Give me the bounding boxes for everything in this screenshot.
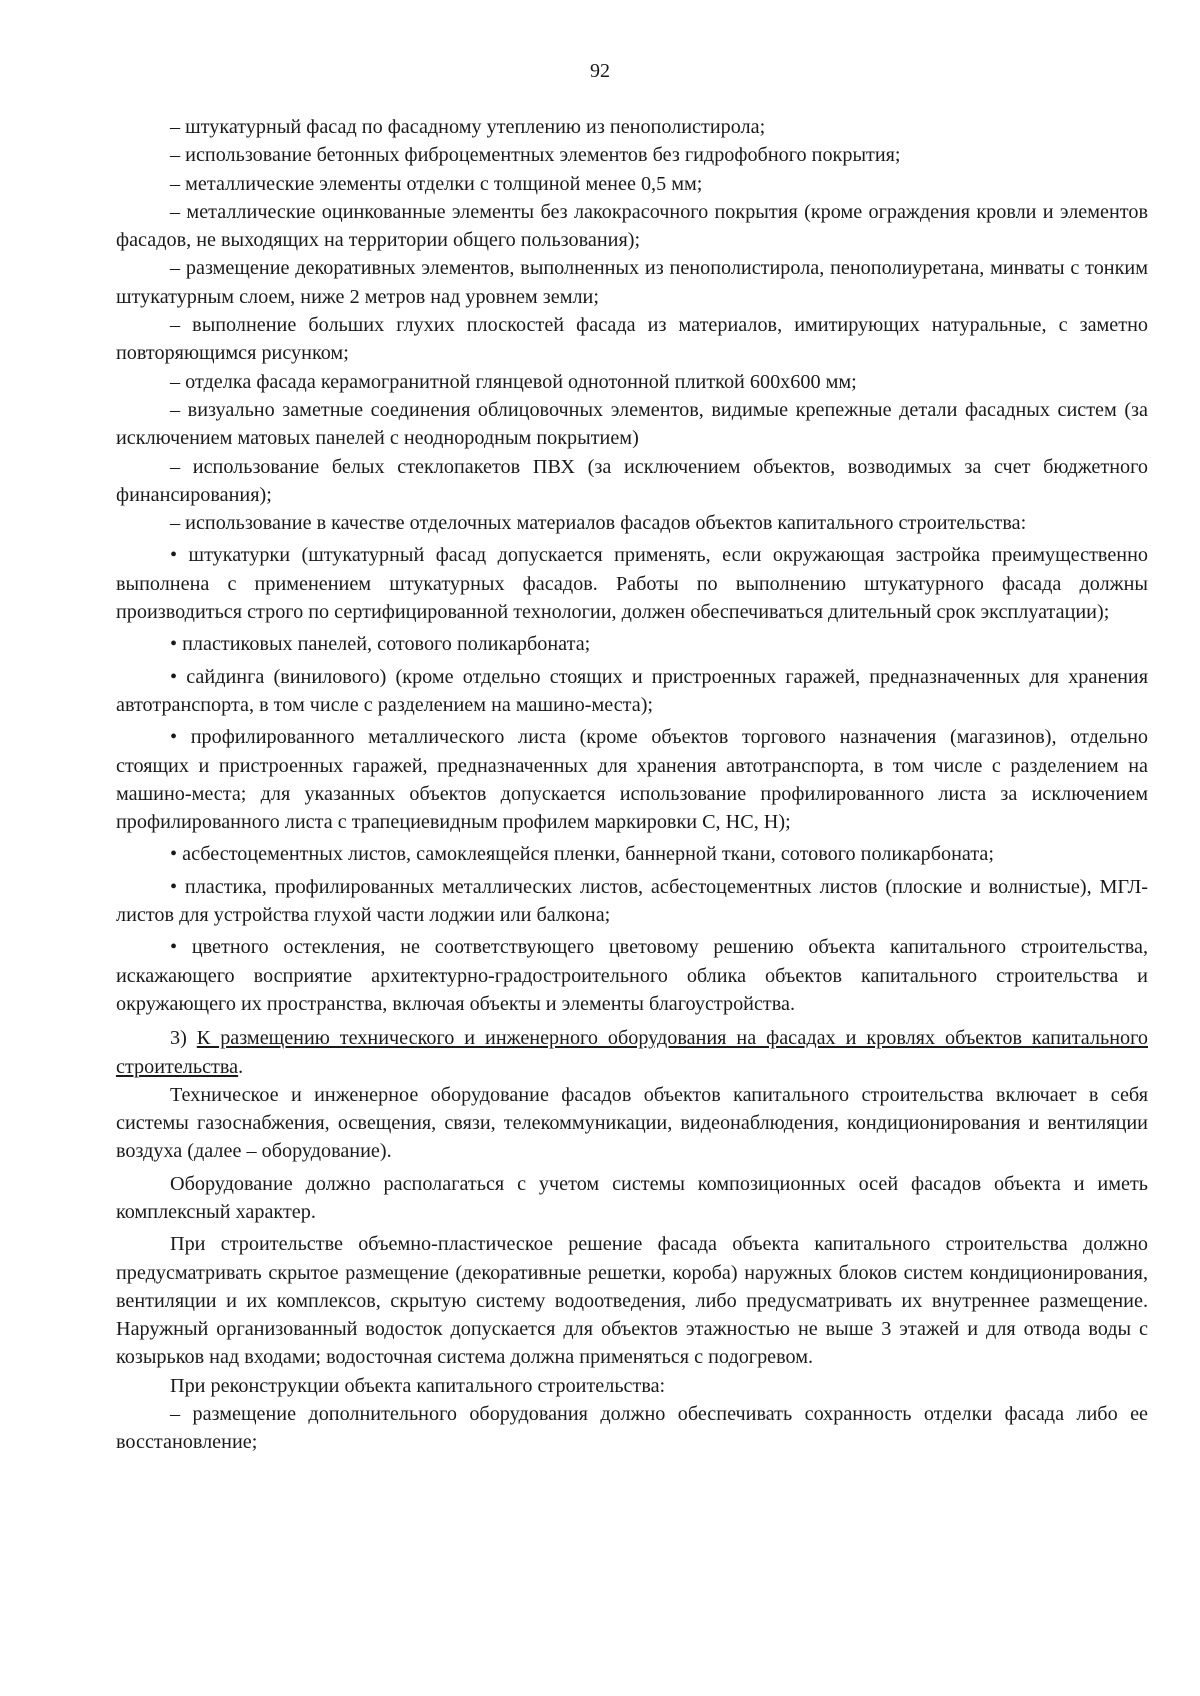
bullet-item: • цветного остекления, не соответствующего цветовому решению объекта капитального строительства, искажающего восприятие архитектурно-градостроительного облика объектов капитального строительства и окружающего их пространства, включая объекты и элементы благоустройства. (116, 936, 1148, 1015)
list-item: – отделка фасада керамогранитной глянцевой однотонной плиткой 600х600 мм; (170, 370, 857, 393)
paragraph: Техническое и инженерное оборудование фасадов объектов капитального строительства включает в себя системы газоснабжения, освещения, связи, телекоммуникации, видеонаблюдения, кондиционирования и вентиляции воздуха (далее – оборудование). (116, 1083, 1148, 1163)
bullet-item: • пластика, профилированных металлических листов, асбестоцементных листов (плоские и волнистые), МГЛ-листов для устройства глухой части лоджии или балкона; (116, 875, 1148, 927)
section-number: 3) (170, 1027, 187, 1050)
paragraph: При реконструкции объекта капитального строительства: (170, 1374, 666, 1397)
list-item: – металлические оцинкованные элементы без лакокрасочного покрытия (кроме ограждения кровли и элементов фасадов, не выходящих на территории общего пользования); (116, 200, 1148, 252)
section-title: К размещению технического и инженерного оборудования на фасадах и кровлях объектов капитального строительства (116, 1027, 1148, 1078)
bullet-item: • сайдинга (винилового) (кроме отдельно стоящих и пристроенных гаражей, предназначенных для хранения автотранспорта, в том числе с разделением на машино-места); (116, 665, 1148, 716)
list-item: – размещение декоративных элементов, выполненных из пенополистирола, пенополиуретана, минваты с тонким штукатурным слоем, ниже 2 метров над уровнем земли; (116, 257, 1148, 308)
paragraph: При строительстве объемно-пластическое решение фасада объекта капитального строительства должно предусматривать скрытое размещение (декоративные решетки, короба) наружных блоков систем кондиционирования, вентиляции и их комплексов, скрытую систему водоотведения, либо предусматривать их внутреннее размещение. Наружный организованный водосток допускается для объектов этажностью не выше 3 этажей и для отвода воды с козырьков над входами; водосточная система должна применяться с подогревом. (116, 1233, 1148, 1369)
list-item: – визуально заметные соединения облицовочных элементов, видимые крепежные детали фасадных систем (за исключением матовых панелей с неоднородным покрытием) (116, 398, 1148, 450)
list-item: – размещение дополнительного оборудования должно обеспечивать сохранность отделки фасада либо ее восстановление; (116, 1403, 1148, 1454)
section-heading (116, 1024, 1148, 1081)
bullet-item: • штукатурки (штукатурный фасад допускается применять, если окружающая застройка преимущественно выполнена с применением штукатурных фасадов. Работы по выполнению штукатурного фасада должны производиться строго по сертифицированной технологии, должен обеспечиваться длительный срок эксплуатации); (116, 544, 1148, 624)
list-item: – использование в качестве отделочных материалов фасадов объектов капитального строительства: (170, 512, 1027, 535)
section-end: . (238, 1055, 244, 1078)
list-item: – использование бетонных фиброцементных элементов без гидрофобного покрытия; (170, 144, 901, 167)
bullet-item: • асбестоцементных листов, самоклеящейся пленки, баннерной ткани, сотового поликарбоната; (170, 843, 994, 866)
list-item: – использование белых стеклопакетов ПВХ (за исключением объектов, возводимых за счет бюджетного финансирования); (116, 455, 1148, 506)
page-number: 92 (590, 60, 610, 82)
document-body (116, 113, 1148, 1457)
list-item: – металлические элементы отделки с толщиной менее 0,5 мм; (170, 172, 703, 195)
paragraph: Оборудование должно располагаться с учетом системы композиционных осей фасадов объекта и иметь комплексный характер. (116, 1172, 1148, 1223)
bullet-item: • пластиковых панелей, сотового поликарбоната; (170, 633, 591, 656)
list-item: – выполнение больших глухих плоскостей фасада из материалов, имитирующих натуральные, с заметно повторяющимся рисунком; (116, 314, 1148, 365)
list-item: – штукатурный фасад по фасадному утеплению из пенополистирола; (170, 116, 766, 138)
bullet-item: • профилированного металлического листа (кроме объектов торгового назначения (магазинов), отдельно стоящих и пристроенных гаражей, предназначенных для хранения автотранспорта, в том числе с разделением на машино-места; для указанных объектов допускается использование профилированного листа за исключением профилированного листа с трапециевидным профилем маркировки С, НС, Н); (116, 726, 1148, 834)
